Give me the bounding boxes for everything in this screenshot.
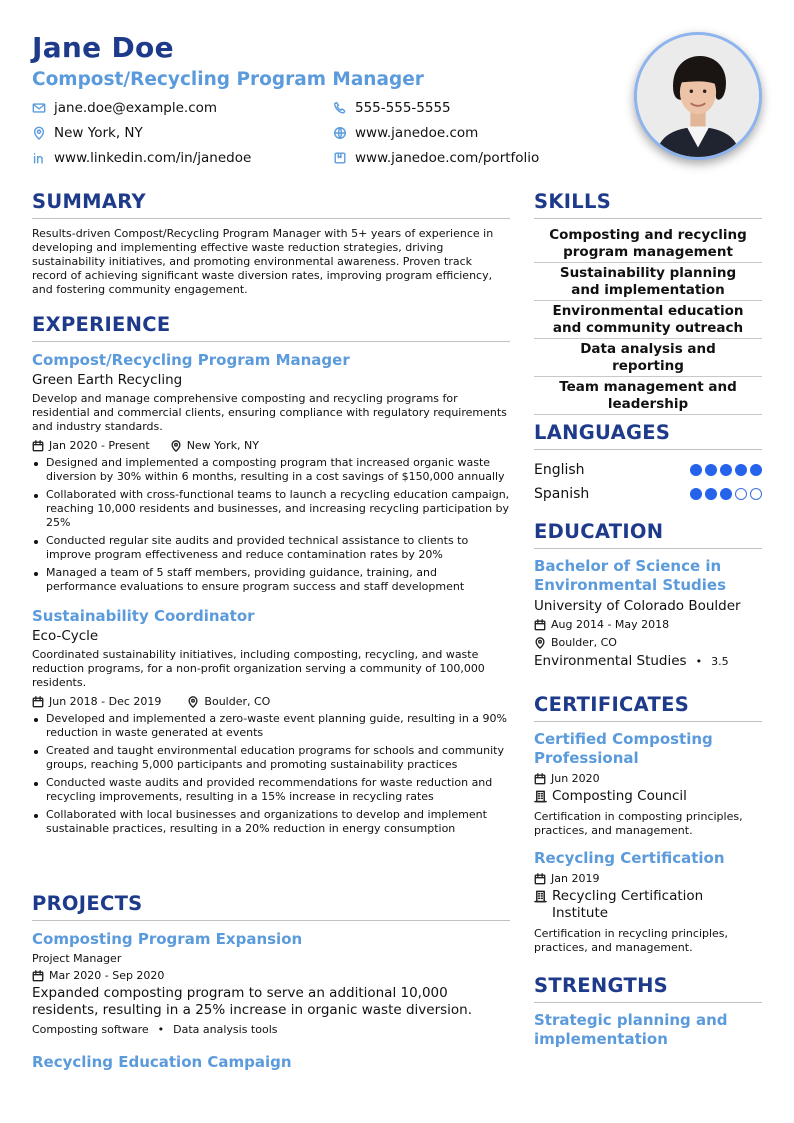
proficiency-dot-filled	[720, 488, 732, 500]
gpa-value: 3.5	[711, 654, 729, 668]
map-pin-icon	[32, 126, 46, 140]
list-item: Collaborated with cross-functional teams to launch a recycling education campaign, reaching 10,000 residents and businesses, and increasing recycling participation by 25%	[32, 488, 510, 530]
certificate-entry	[534, 849, 762, 955]
job-meta	[32, 439, 510, 452]
certificate-description: Certification in composting principles, practices, and management.	[534, 810, 743, 837]
separator: •	[695, 654, 703, 668]
education-location: Boulder, CO	[534, 636, 762, 649]
proficiency-dot-filled	[705, 464, 717, 476]
achievement-list	[32, 712, 510, 836]
job-entry	[32, 351, 510, 594]
project-title: Recycling Education Campaign	[32, 1053, 292, 1071]
list-item: Created and taught environmental education programs for schools and community groups, reaching 5,000 participants and promoting sustainability practices	[32, 744, 510, 772]
school-name: University of Colorado Boulder	[534, 598, 741, 614]
job-dates: Jun 2018 - Dec 2019	[32, 695, 161, 708]
project-title: Composting Program Expansion	[32, 930, 303, 948]
envelope-icon	[32, 101, 46, 115]
section-divider	[32, 920, 510, 921]
section-divider	[534, 449, 762, 450]
website-text: www.janedoe.com	[355, 125, 479, 141]
job-dates: Jan 2020 - Present	[32, 439, 150, 452]
list-item: Developed and implemented a zero-waste event planning guide, resulting in a 90% reduction in waste generated at events	[32, 712, 510, 740]
location-text: New York, NY	[54, 125, 143, 141]
skill-item: Composting and recycling program management	[534, 225, 762, 263]
portfolio-text: www.janedoe.com/portfolio	[355, 150, 540, 166]
section-divider	[534, 218, 762, 219]
section-divider	[32, 341, 510, 342]
summary-text: Results-driven Compost/Recycling Program Manager with 5+ years of experience in developing and implementing effective waste reduction strategies, driving sustainability initiatives, and promoting environmental awareness. Proven track record of achieving significant waste diversion rates, improving program efficiency, and fostering community engagement.	[32, 227, 494, 296]
contact-location	[32, 125, 143, 141]
achievement-list	[32, 456, 510, 594]
education-heading: EDUCATION	[534, 520, 664, 543]
certificates-heading: CERTIFICATES	[534, 693, 690, 716]
contact-email[interactable]	[32, 100, 217, 116]
certificate-date: Jun 2020	[534, 772, 762, 785]
section-divider	[534, 1002, 762, 1003]
proficiency-dot-empty	[735, 488, 747, 500]
calendar-icon	[32, 970, 44, 982]
skill-item: Sustainability planning and implementation	[534, 263, 762, 301]
job-meta	[32, 695, 510, 708]
candidate-title: Compost/Recycling Program Manager	[32, 69, 424, 90]
project-description: Expanded composting program to serve an additional 10,000 residents, resulting in a 25% increase in organic waste diversion.	[32, 985, 473, 1018]
calendar-icon	[32, 440, 44, 452]
list-item: Collaborated with local businesses and organizations to develop and implement sustainable practices, resulting in a 20% reduction in energy consumption	[32, 808, 510, 836]
map-pin-icon	[187, 696, 199, 708]
job-location: Boulder, CO	[187, 695, 270, 708]
building-icon	[534, 790, 547, 803]
proficiency-dot-filled	[690, 464, 702, 476]
field-of-study: Environmental Studies	[534, 653, 687, 669]
education-dates: Aug 2014 - May 2018	[534, 618, 762, 631]
project-tools	[32, 1023, 510, 1036]
proficiency-dot-empty	[750, 488, 762, 500]
proficiency-dots	[690, 464, 762, 476]
list-item: Conducted regular site audits and provided technical assistance to clients to improve program effectiveness and reduce contamination rates by 20%	[32, 534, 510, 562]
skill-item: Team management and leadership	[534, 377, 762, 415]
certificate-entry	[534, 730, 762, 838]
profile-photo	[634, 32, 762, 160]
certificate-title: Certified Composting Professional	[534, 730, 713, 767]
section-divider	[534, 548, 762, 549]
linkedin-text: www.linkedin.com/in/janedoe	[54, 150, 252, 166]
job-entry	[32, 607, 510, 836]
summary-heading: SUMMARY	[32, 190, 146, 213]
education-field	[534, 653, 762, 669]
certificate-description: Certification in recycling principles, practices, and management.	[534, 927, 729, 954]
tool-tag: Composting software	[32, 1023, 149, 1036]
proficiency-dot-filled	[705, 488, 717, 500]
company-name: Eco-Cycle	[32, 628, 99, 644]
skills-heading: SKILLS	[534, 190, 612, 213]
bookmark-icon	[333, 151, 347, 165]
linkedin-icon	[32, 151, 46, 165]
strength-item: Strategic planning and implementation	[534, 1011, 728, 1048]
contact-website[interactable]	[333, 125, 478, 141]
list-item: Managed a team of 5 staff members, providing guidance, training, and performance evaluations to ensure program success and staff development	[32, 566, 510, 594]
project-dates: Mar 2020 - Sep 2020	[32, 969, 510, 982]
building-icon	[534, 890, 547, 903]
language-row	[534, 486, 762, 502]
map-pin-icon	[534, 637, 546, 649]
tool-tag: Data analysis tools	[173, 1023, 278, 1036]
proficiency-dot-filled	[735, 464, 747, 476]
section-divider	[32, 218, 510, 219]
language-name: Spanish	[534, 486, 590, 502]
email-text: jane.doe@example.com	[54, 100, 218, 116]
portrait-illustration	[637, 35, 759, 157]
separator: •	[157, 1023, 165, 1036]
phone-icon	[333, 101, 347, 115]
calendar-icon	[534, 619, 546, 631]
proficiency-dot-filled	[720, 464, 732, 476]
contact-phone[interactable]	[333, 100, 451, 116]
degree-title: Bachelor of Science in Environmental Studies	[534, 557, 726, 594]
project-role: Project Manager	[32, 952, 122, 965]
skill-item: Data analysis and reporting	[534, 339, 762, 377]
contact-linkedin[interactable]	[32, 150, 251, 166]
language-name: English	[534, 462, 585, 478]
list-item: Conducted waste audits and provided recommendations for waste reduction and recycling improvements, resulting in a 15% increase in recycling rates	[32, 776, 510, 804]
proficiency-dot-filled	[750, 464, 762, 476]
strengths-heading: STRENGTHS	[534, 974, 669, 997]
list-item: Designed and implemented a composting program that increased organic waste diversion by 30% within 6 months, resulting in a cost savings of $150,000 annually	[32, 456, 510, 484]
language-row	[534, 462, 762, 478]
calendar-icon	[534, 873, 546, 885]
contact-portfolio[interactable]	[333, 150, 539, 166]
certificate-issuer: Recycling Certification Institute	[534, 888, 762, 922]
languages-heading: LANGUAGES	[534, 421, 671, 444]
company-name: Green Earth Recycling	[32, 372, 183, 388]
phone-text: 555-555-5555	[355, 100, 451, 116]
skill-item: Environmental education and community outreach	[534, 301, 762, 339]
globe-icon	[333, 126, 347, 140]
projects-heading: PROJECTS	[32, 892, 143, 915]
job-title: Compost/Recycling Program Manager	[32, 351, 350, 369]
map-pin-icon	[170, 440, 182, 452]
calendar-icon	[32, 696, 44, 708]
calendar-icon	[534, 773, 546, 785]
project-entry	[32, 930, 510, 1036]
job-description: Coordinated sustainability initiatives, including composting, recycling, and waste reduction programs, for a non-profit organization serving a community of 100,000 residents.	[32, 648, 485, 689]
certificate-date: Jan 2019	[534, 872, 762, 885]
job-location: New York, NY	[170, 439, 259, 452]
proficiency-dot-filled	[690, 488, 702, 500]
candidate-name: Jane Doe	[32, 31, 174, 64]
experience-heading: EXPERIENCE	[32, 313, 171, 336]
project-entry	[32, 1053, 510, 1071]
certificate-issuer: Composting Council	[534, 788, 762, 805]
section-divider	[534, 721, 762, 722]
job-title: Sustainability Coordinator	[32, 607, 255, 625]
proficiency-dots	[690, 488, 762, 500]
certificate-title: Recycling Certification	[534, 849, 725, 867]
job-description: Develop and manage comprehensive composting and recycling programs for residential and commercial clients, ensuring compliance with regulatory requirements and industry standards.	[32, 392, 507, 433]
